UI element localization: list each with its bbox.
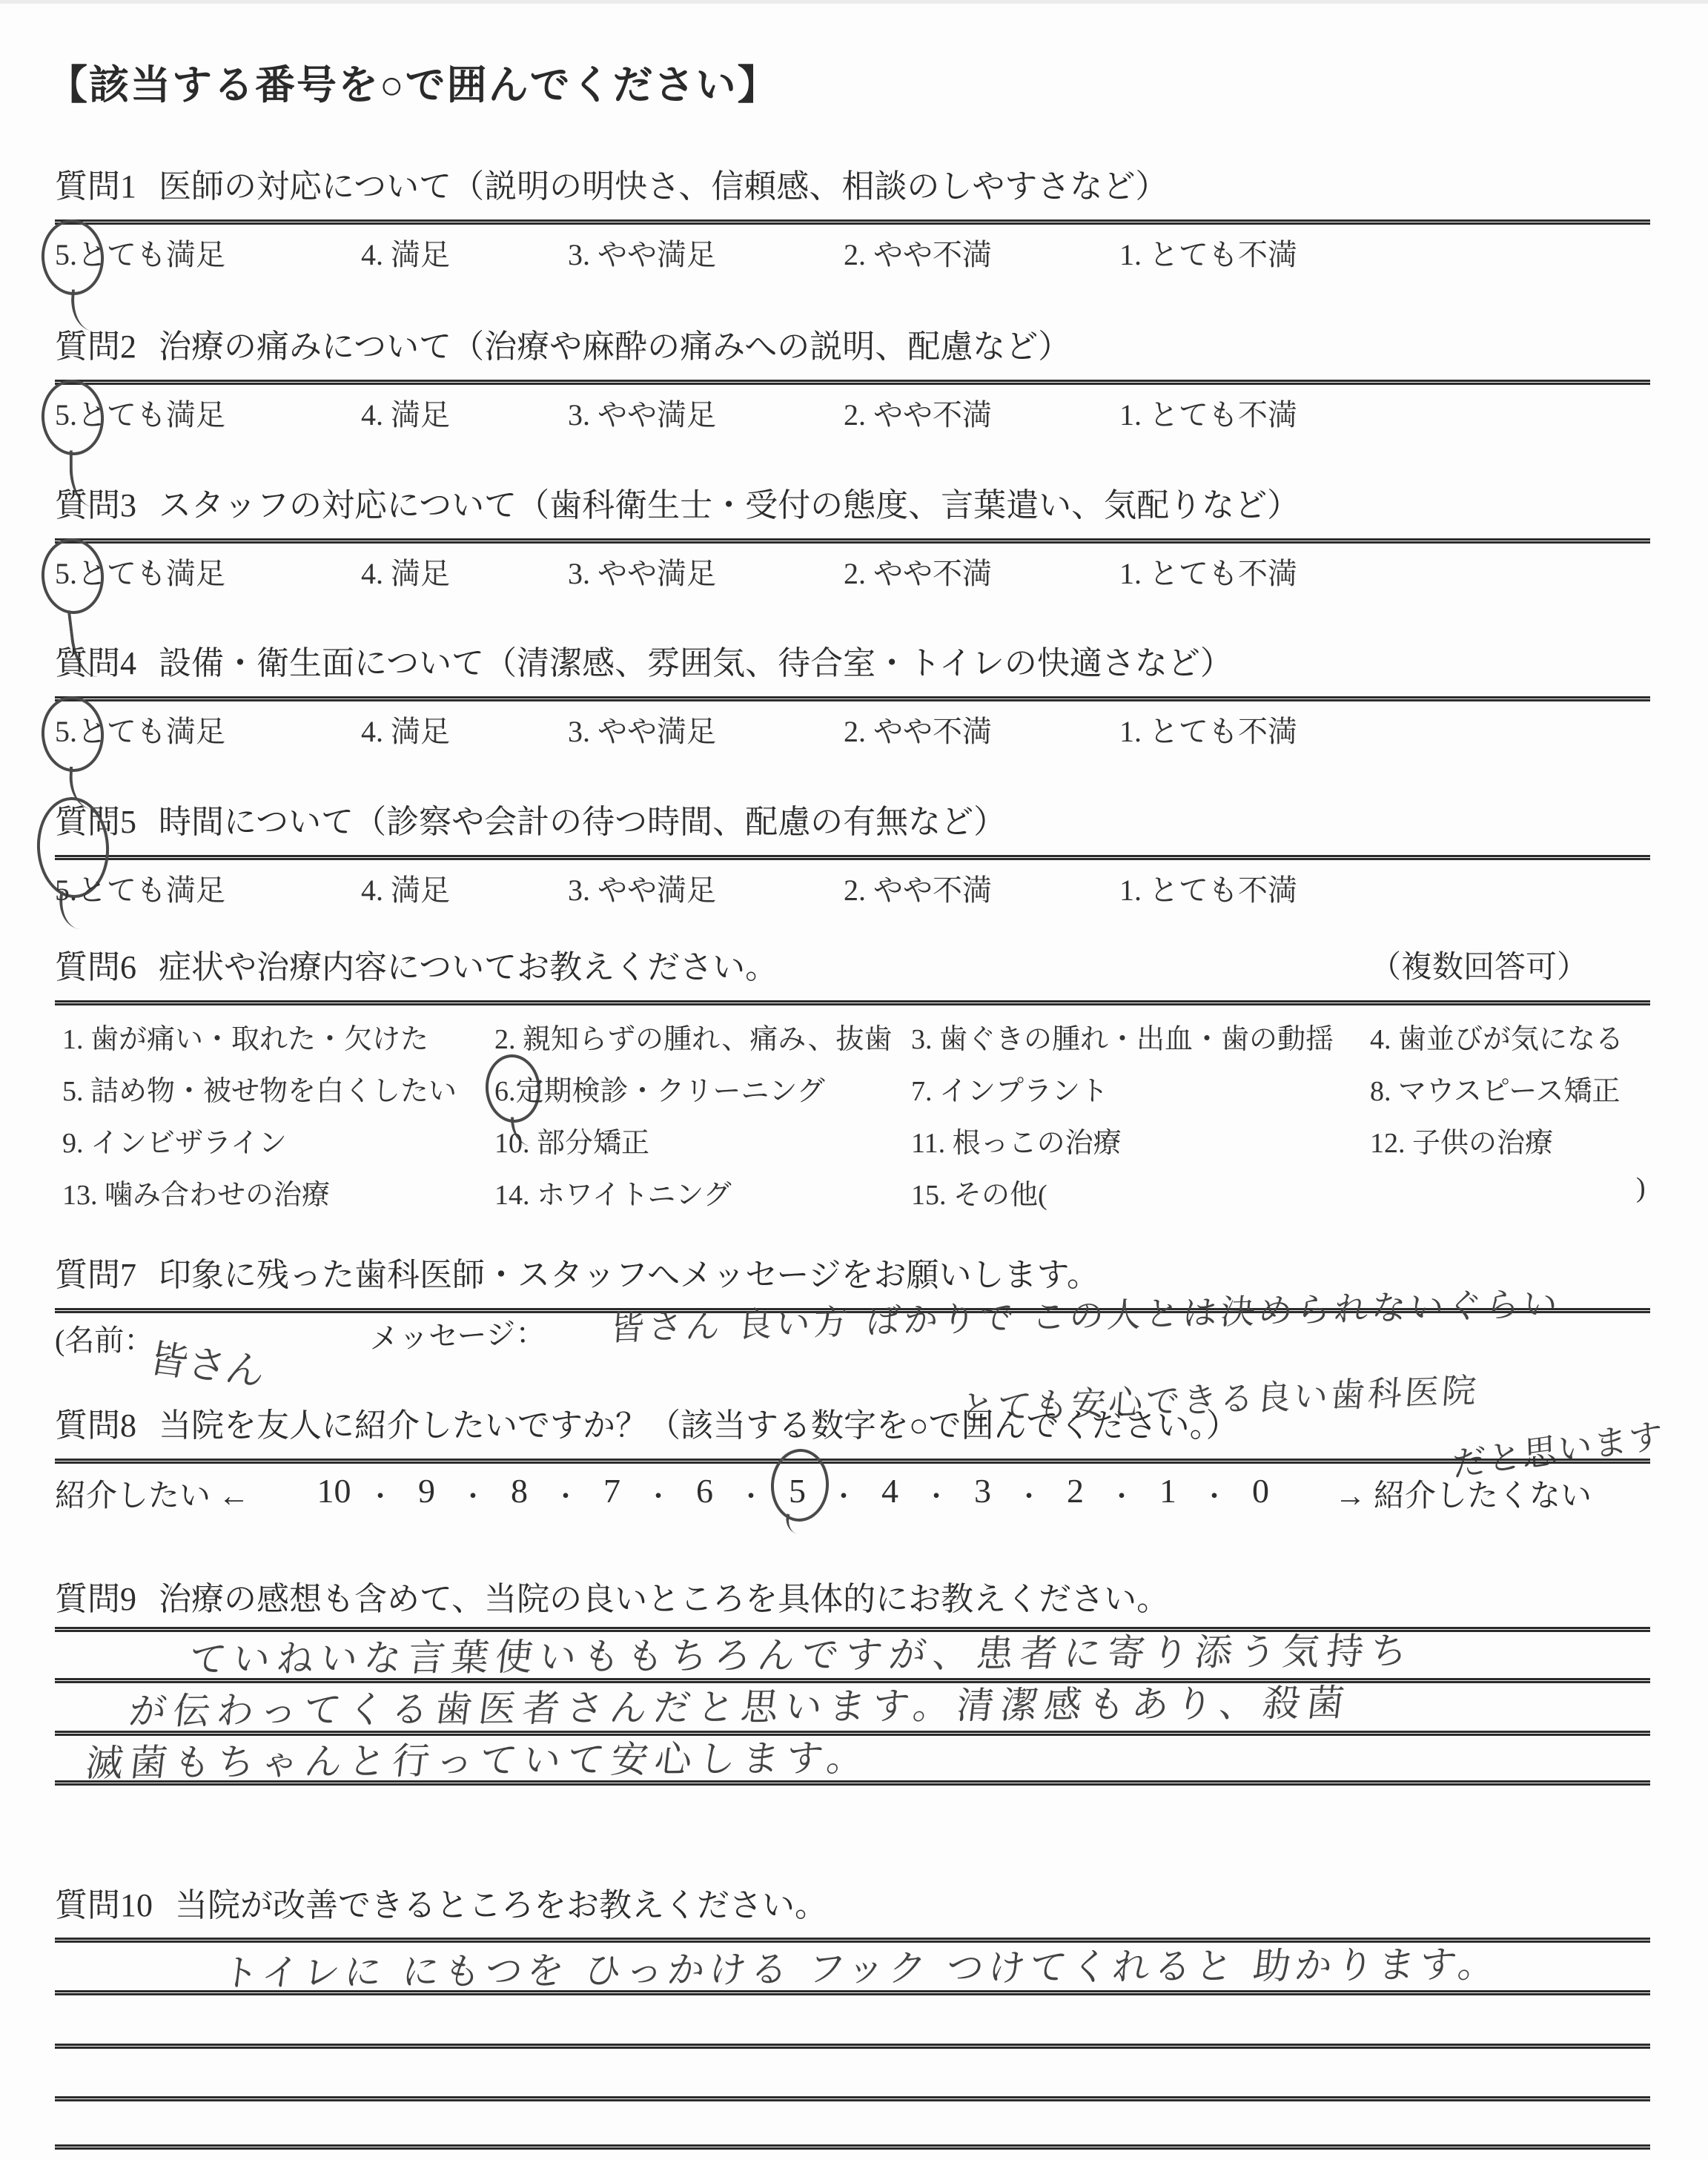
- question-2-options: [55, 392, 1650, 439]
- question-6: [55, 949, 1650, 1223]
- form-title: 【該当する番号を○で囲んでください】: [47, 63, 779, 108]
- q4-option-5-selected: 5.とても満足: [55, 708, 225, 750]
- question-10-heading: [55, 1887, 1650, 1924]
- question-5-heading: [55, 804, 1650, 841]
- q2-option-1: 1. とても不満: [1119, 398, 1297, 432]
- question-10-label: 質問10: [55, 1887, 153, 1923]
- handwritten-message-line-2: とても安心できる良い歯科医院: [959, 1370, 1480, 1429]
- nps-5-selected: 5: [775, 1471, 820, 1510]
- q1-option-4: 4. 満足: [361, 238, 450, 271]
- rule: [55, 1459, 1650, 1464]
- nps-10: 10: [317, 1472, 351, 1510]
- nps-dot: ・: [367, 1482, 394, 1511]
- nps-6: 6: [696, 1472, 714, 1510]
- nps-8: 8: [511, 1472, 529, 1510]
- q6-item-13: 13. 噛み合わせの治療: [62, 1180, 331, 1211]
- handwritten-answer-line-2: が伝わってくる歯医者さんだと思います。清潔感もあり、殺菌: [127, 1681, 1354, 1734]
- question-2: [55, 328, 1650, 439]
- nps-dot: ・: [830, 1482, 858, 1511]
- nps-dot: ・: [552, 1482, 580, 1511]
- handwritten-answer-line-3: 滅菌もちゃんと行っていて安心します。: [84, 1736, 873, 1786]
- question-1-label: 質問1: [55, 168, 136, 205]
- q6-item-12: 12. 子供の治療: [1370, 1128, 1554, 1159]
- nps-2: 2: [1067, 1472, 1085, 1510]
- question-8-text: 当院を友人に紹介したいですか？（該当する数字を○で囲んでください。）: [159, 1407, 1239, 1444]
- q7-name-label: (名前：: [55, 1324, 154, 1357]
- scan-edge: [0, 0, 1708, 4]
- nps-dot: ・: [1016, 1482, 1043, 1511]
- question-6-heading: [55, 949, 1650, 986]
- question-9: [55, 1581, 1650, 1789]
- q1-option-1: 1. とても不満: [1119, 238, 1297, 271]
- q4-option-2: 2. やや不満: [844, 715, 992, 748]
- nps-dot: ・: [923, 1482, 950, 1511]
- answer-line: [55, 2144, 1650, 2150]
- nps-dot: ・: [1108, 1482, 1136, 1511]
- question-3: [55, 487, 1650, 598]
- nps-4: 4: [881, 1472, 899, 1510]
- rule: [55, 696, 1650, 701]
- q7-message-label: メッセージ：: [368, 1315, 546, 1356]
- nps-dot: ・: [738, 1482, 765, 1511]
- question-4-options: [55, 708, 1650, 756]
- q2-option-4: 4. 満足: [361, 398, 450, 432]
- question-1: [55, 168, 1650, 279]
- question-10: [55, 1887, 1650, 2154]
- q3-option-2: 2. やや不満: [844, 557, 992, 590]
- question-9-label: 質問9: [55, 1581, 136, 1617]
- q6-item-2: 2. 親知らずの腫れ、痛み、抜歯: [494, 1024, 893, 1055]
- handwritten-answer-line-1: トイレに にもつを ひっかける フック つけてくれると 助かります。: [219, 1942, 1503, 1995]
- q3-option-5-selected: 5.とても満足: [55, 550, 225, 592]
- q2-option-3: 3. やや満足: [568, 398, 716, 432]
- nps-1: 1: [1159, 1472, 1177, 1510]
- question-4: [55, 645, 1650, 756]
- handwritten-answer-line-1: ていねいな言葉使いももちろんですが、患者に寄り添う気持ち: [187, 1629, 1417, 1682]
- q6-item-3: 3. 歯ぐきの腫れ・出血・歯の動揺: [911, 1024, 1334, 1055]
- rule: [55, 1000, 1650, 1005]
- q6-item-4: 4. 歯並びが気になる: [1370, 1024, 1624, 1055]
- question-9-text: 治療の感想も含めて、当院の良いところを具体的にお教えください。: [159, 1581, 1170, 1617]
- question-3-label: 質問3: [55, 487, 136, 524]
- q4-option-4: 4. 満足: [361, 715, 450, 748]
- q6-item-8: 8. マウスピース矯正: [1370, 1076, 1621, 1107]
- q5-option-4: 4. 満足: [361, 873, 450, 907]
- question-7-text: 印象に残った歯科医師・スタッフへメッセージをお願いします。: [159, 1257, 1099, 1293]
- q1-option-3: 3. やや満足: [568, 238, 716, 271]
- q6-item-5: 5. 詰め物・被せ物を白くしたい: [62, 1076, 457, 1107]
- question-1-text: 医師の対応について（説明の明快さ、信頼感、相談のしやすさなど）: [159, 168, 1168, 205]
- nps-7: 7: [603, 1472, 621, 1510]
- nps-dot: ・: [460, 1482, 487, 1511]
- q6-item-10: 10. 部分矯正: [494, 1128, 650, 1159]
- q4-option-3: 3. やや満足: [568, 715, 716, 748]
- question-6-note: （複数回答可）: [1370, 951, 1589, 985]
- q5-option-3: 3. やや満足: [568, 873, 716, 907]
- handwritten-name: 皆さん: [145, 1336, 269, 1395]
- nps-9: 9: [418, 1472, 436, 1510]
- question-5-text: 時間について（診察や会計の待つ時間、配慮の有無など）: [159, 804, 1007, 840]
- question-7-label: 質問7: [55, 1257, 136, 1293]
- question-8-label: 質問8: [55, 1407, 136, 1444]
- nps-3: 3: [974, 1472, 992, 1510]
- question-4-label: 質問4: [55, 645, 136, 681]
- question-4-heading: [55, 645, 1650, 682]
- nps-left-label: 紹介したい ←: [55, 1479, 250, 1513]
- rule: [55, 380, 1650, 385]
- question-3-options: [55, 550, 1650, 598]
- q6-item-15: 15. その他(: [911, 1180, 1047, 1211]
- question-8-heading: [55, 1407, 1650, 1444]
- question-6-text: 症状や治療内容についてお教えください。: [159, 949, 778, 985]
- question-8: [55, 1407, 1650, 1541]
- handwritten-message-line-1: 皆さん 良い方 ばかりで この人とは決められないぐらい: [609, 1283, 1563, 1349]
- q6-item-14: 14. ホワイトニング: [494, 1180, 732, 1211]
- q6-item-7: 7. インプラント: [911, 1076, 1109, 1107]
- q5-option-5-selected: 5.とても満足: [55, 867, 225, 909]
- question-5: [55, 804, 1650, 914]
- answer-line: [55, 2096, 1650, 2101]
- nps-dot: ・: [645, 1482, 672, 1511]
- question-10-text: 当院が改善できるところをお教えください。: [175, 1887, 827, 1923]
- q5-option-2: 2. やや不満: [844, 873, 992, 907]
- question-3-text: スタッフの対応について（歯科衛生士・受付の態度、言葉遣い、気配りなど）: [159, 487, 1300, 524]
- rule: [55, 855, 1650, 860]
- question-4-text: 設備・衛生面について（清潔感、雰囲気、待合室・トイレの快適さなど）: [159, 645, 1233, 681]
- q1-option-2: 2. やや不満: [844, 238, 992, 271]
- question-3-heading: [55, 487, 1650, 524]
- q6-item-6-selected: 6.定期検診・クリーニング: [494, 1068, 825, 1109]
- q6-item-1: 1. 歯が痛い・取れた・欠けた: [62, 1024, 429, 1055]
- q6-item-15-close-paren: ): [1636, 1172, 1646, 1203]
- question-2-label: 質問2: [55, 328, 136, 365]
- question-5-label: 質問5: [55, 804, 136, 840]
- q6-item-11: 11. 根っこの治療: [911, 1128, 1122, 1159]
- rule: [55, 538, 1650, 544]
- q6-item-9: 9. インビザライン: [62, 1128, 287, 1159]
- question-1-options: [55, 231, 1650, 279]
- q5-option-1: 1. とても不満: [1119, 873, 1297, 907]
- q3-option-4: 4. 満足: [361, 557, 450, 590]
- question-1-heading: [55, 168, 1650, 205]
- nps-0: 0: [1252, 1472, 1270, 1510]
- q7-field-row: [55, 1315, 546, 1359]
- q2-option-5-selected: 5.とても満足: [55, 392, 225, 434]
- q4-option-1: 1. とても不満: [1119, 715, 1297, 748]
- question-2-text: 治療の痛みについて（治療や麻酔の痛みへの説明、配慮など）: [159, 328, 1071, 365]
- q3-option-3: 3. やや満足: [568, 557, 716, 590]
- question-2-heading: [55, 328, 1650, 366]
- nps-scale-row: [55, 1471, 1650, 1519]
- handwritten-message-line-3: だと思います: [1452, 1414, 1665, 1485]
- question-6-label: 質問6: [55, 949, 136, 985]
- question-9-heading: [55, 1581, 1650, 1618]
- nps-dot: ・: [1201, 1482, 1228, 1511]
- question-5-options: [55, 867, 1650, 914]
- q1-option-5-selected: 5.とても満足: [55, 231, 225, 274]
- q2-option-2: 2. やや不満: [844, 398, 992, 432]
- nps-right-label: → 紹介したくない: [1334, 1479, 1592, 1513]
- answer-line: [55, 2044, 1650, 2049]
- rule: [55, 219, 1650, 225]
- q3-option-1: 1. とても不満: [1119, 557, 1297, 590]
